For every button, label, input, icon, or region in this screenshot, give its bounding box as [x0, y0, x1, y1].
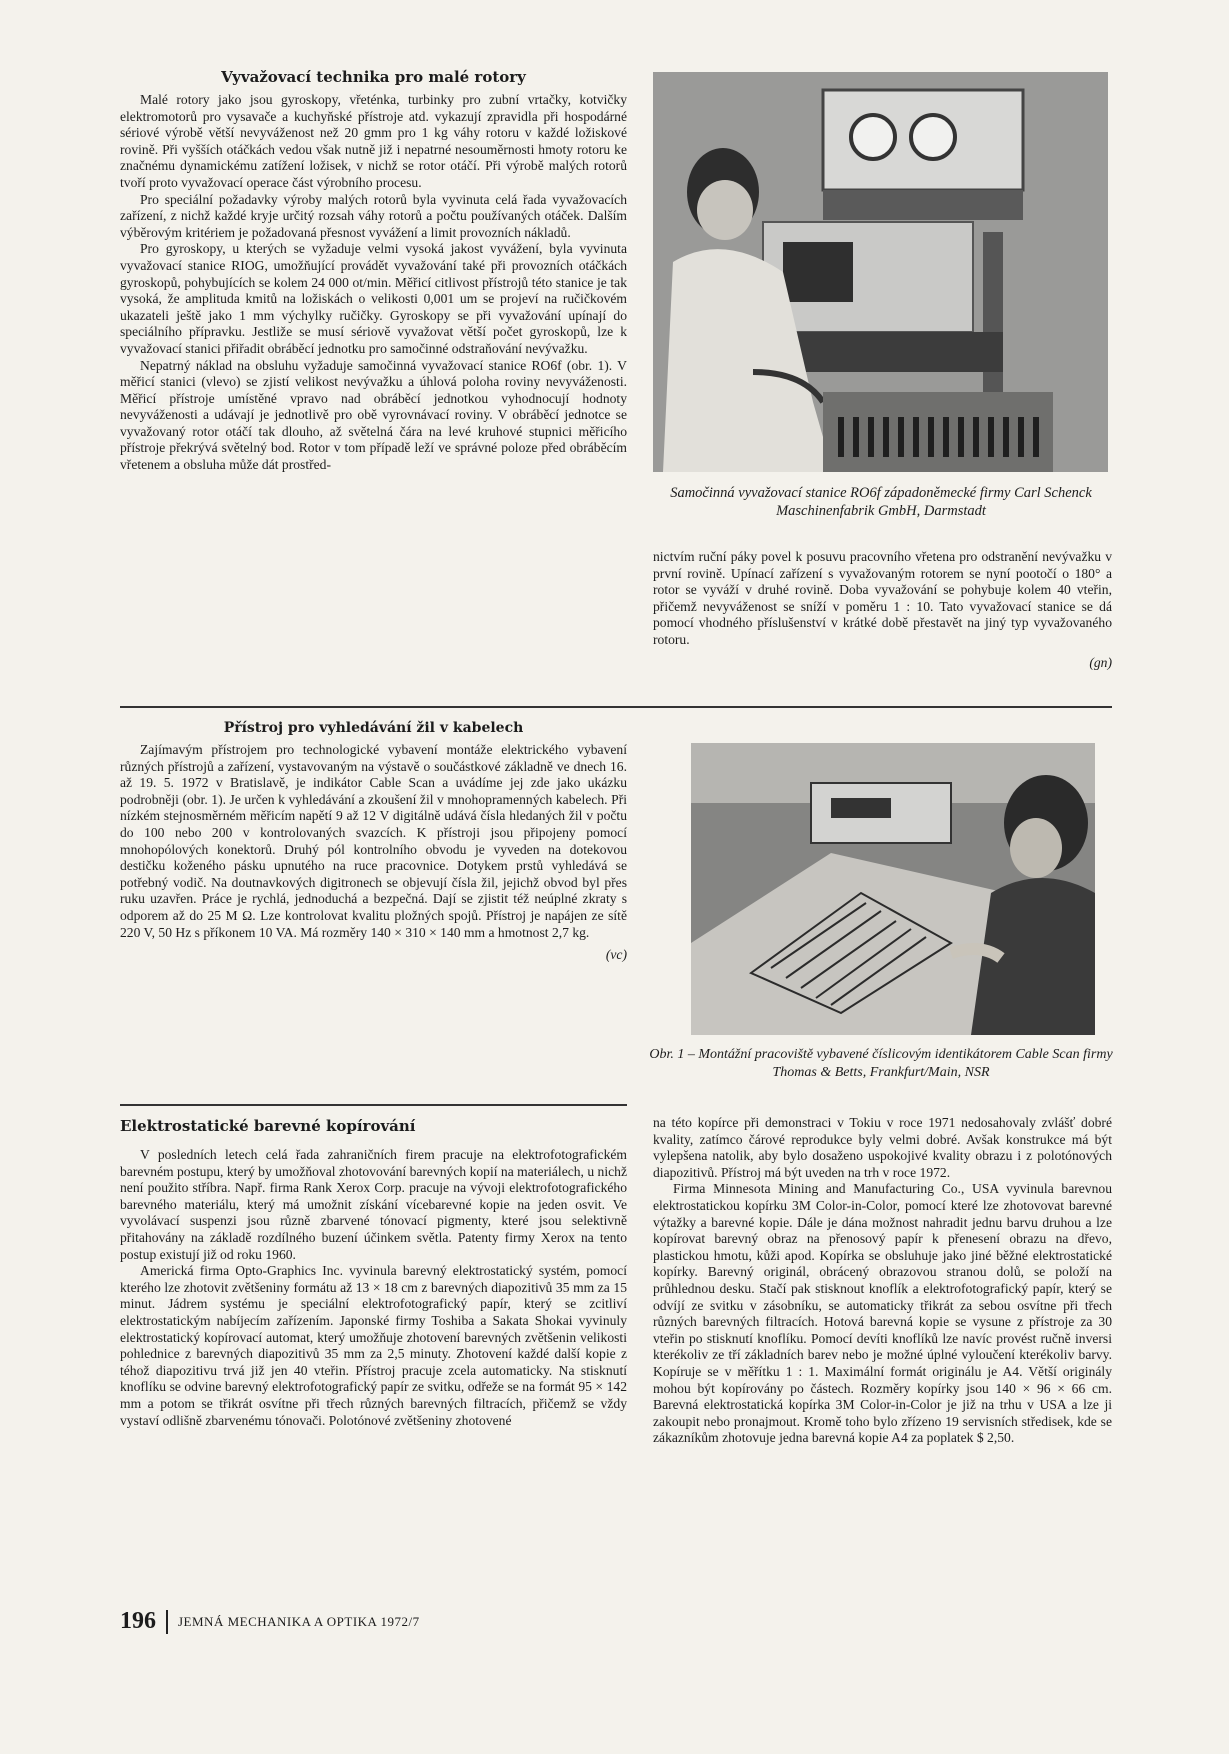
article3-paragraph: V posledních letech celá řada zahraničních firem pracuje na elektrofotografickém barevném postupu, který by umožňoval zhotovování barevných kopií na materiálech, u nichž není použito stříbra. Např. firma Rank Xerox Corp. pracuje na vývoji elektrofotografického barevného materiálu, který má umožnit získání vícebarevné kopie na jeden osvit. Ve vyvolávací suspenzi jsou různě zbarvené tónovací pigmenty, které jsou selektivně přitahovány na základě rozdílného buzení účinkem světla. Patenty firmy Xerox na tento postup existují již od roku 1960. — [120, 1147, 627, 1262]
article1-paragraph: Malé rotory jako jsou gyroskopy, vřeténka, turbinky pro zubní vrtačky, kotvičky elektromotorů pro vysavače a kuchyňské přístroje atd. vykazují zpravidla při hospodárné sériové výrobě větší nevyváženost než 20 gmm pro 1 kg váhy rotoru v každé ložiskové rovině. Při vyšších otáčkách vedou však nutně již i nepatrné nesouměrnosti hmoty rotoru ke značnému dynamickému zatížení ložisek, v nichž se rotor otáčí. Při výrobě malých rotorů tvoří proto vyvažovací operace část výrobního procesu. — [120, 92, 627, 190]
article1-continuation: nictvím ruční páky povel k posuvu pracovního vřetena pro odstranění nevývažku v první rovině. Upínací zařízení s vyvažovaným rotorem se nyní pootočí o 180° a rotor se vyváží v druhé rovině. Doba vyvažování se pohybuje kolem 40 vteřin, přičemž nevyváženost se sníží v poměru 1 : 10. Tato vyvažovací stanice se dá pomocí vhodného příslušenství v krátké době přestavět na jiný typ vyvažovaného rotoru. — [653, 549, 1112, 647]
article1-paragraph: Pro gyroskopy, u kterých se vyžaduje velmi vysoká jakost vyvážení, byla vyvinuta vyvažovací stanice RIOG, umožňující provádět vyvažování také při provozních otáčkách gyroskopů, pohybujících se kolem 24 000 ot/min. Měřicí citlivost přístrojů této stanice je tak vysoká, že amplituda kmitů na ložiskách o velikosti 0,001 um se projeví na ručičkovém ukazateli ještě jako 1 mm výchylky ručičky. Gyroskopy se při vyvažování upínají do speciálního přípravku. Jestliže se musí sériově vyvažovat větší počet gyroskopů, lze k vyvažovací stanici přiřadit obráběcí jednotku pro samočinné odstraňování nevývažku. — [120, 241, 627, 356]
photo2-caption: Obr. 1 – Montážní pracoviště vybavené číslicovým identikátorem Cable Scan firmy Thomas & Betts, Frankfurt/Main, NSR — [649, 1047, 1113, 1080]
article1-caption-block — [640, 484, 1122, 520]
article3-title: Elektrostatické barevné kopírování — [120, 1117, 416, 1135]
article3-paragraph: Americká firma Opto-Graphics Inc. vyvinula barevný elektrostatický systém, pomocí kterého lze zhotovit zvětšeniny formátu až 13 × 18 cm z barevných diapozitivů 35 mm za 15 minut. Jádrem systému je speciální elektrofotografický papír, který se zcitliví elektrostatickým nabíjecím zařízením. Japonské firmy Toshiba a Sakata Shokai vyvinuly elektrostatický kopírovací automat, který umožňuje zhotovení barevných zvětšenin velikosti pohlednice z barevných diapozitivů 35 mm za 2,5 minuty. Zhotovení každé další kopie z téhož diapozitivu trvá již jen 40 vteřin. Přístroj pracuje zcela automaticky. Na stisknutí knoflíku se odvine barevný elektrofotografický papír ze svitku, odřeže se na formát 95 × 142 mm a potom se třikrát osvítne při třech různých barevných filtracích, přičemž se vždy vystaví odlišně zbarvenému tónovači. Polotónové zvětšeniny zhotovené — [120, 1263, 627, 1428]
article2-paragraph: Zajímavým přístrojem pro technologické vybavení montáže elektrického vybavení různých přístrojů a zařízení, vystavovaným na výstavě o součástkové základně ve dnech 16. až 19. 5. 1972 v Bratislavě, je indikátor Cable Scan a uvádíme jej zde jako ukázku podrobněji (obr. 1). Je určen k vyhledávání a zkoušení žil v mnohopramenných kabelech. Při nízkém stejnosměrném měřicím napětí 9 až 12 V digitálně udává čísla hledaných žil v počtu do 100 nebo 200 v kontrolovaných svazcích. K přístroji jsou připojeny pomocí mnohopólových konektorů. Druhý pól kontrolního obvodu je vyveden na dotekovou destičku koženého pásku upnutého na ruce pracovnice. Dotykem prstů vyhledává se potřebný vodič. Na doutnavkových digitronech se objevují čísla žil, jejichž obvod byl přes ruku uzavřen. Práce je rychlá, jednoduchá a bezpečná. Dají se zjistit též neúplné zkraty s odporem až do 25 M Ω. Lze kontrolovat kvalitu pložných spojů. Přístroj je napájen ze sítě 220 V, 50 Hz s příkonem 10 VA. Má rozměry 140 × 310 × 140 mm a hmotnost 2,7 kg. — [120, 742, 627, 940]
section-divider — [120, 1104, 627, 1106]
section-divider — [120, 706, 1112, 708]
article2-column — [120, 720, 627, 963]
article1-left-column — [120, 68, 627, 474]
journal-name: JEMNÁ MECHANIKA A OPTIKA 1972/7 — [178, 1613, 420, 1629]
article1-right-column — [653, 549, 1112, 671]
cable-scan-workstation-photo — [691, 743, 1095, 1035]
balancing-station-illustration — [653, 72, 1108, 472]
article1-paragraph: Nepatrný náklad na obsluhu vyžaduje samočinná vyvažovací stanice RO6f (obr. 1). V měřicí stanici (vlevo) se zjistí velikost nevývažku a úhlová poloha roviny nevyváženosti. Měřicí přístroje umístěné vpravo nad obráběcí jednotkou vyhodnocují hodnoty nevyváženosti a udávají je jednotlivě pro obě vyrovnávací roviny. V obráběcí jednotce se vyvažovaný rotor otáčí tak dlouho, až světelná čára na levé kruhové stupnici měřicího přístroje překrývá světelný bod. Rotor v tom případě leží ve správné poloze před obráběcím vřetenem a obsluha může dát prostřed- — [120, 357, 627, 473]
article2-title: Přístroj pro vyhledávání žil v kabelech — [223, 720, 524, 736]
article1-title: Vyvažovací technika pro malé rotory — [221, 68, 526, 86]
article2-signature: (vc) — [605, 947, 627, 963]
article3-left-column — [120, 1117, 627, 1429]
article2-caption-block — [640, 1046, 1122, 1082]
footer-separator — [166, 1610, 168, 1634]
article3-paragraph: Firma Minnesota Mining and Manufacturing Co., USA vyvinula barevnou elektrostatickou kopírku 3M Color-in-Color, pomocí které lze zhotovovat barevné výtažky a barevné kopie. Dále je dána možnost nahradit jednu barvu druhou a lze kopírovat barevný obraz na přenosový papír k přenesení obrazu na dřevo, plastickou hmotu, kůži apod. Kopírka se obsluhuje jako jiné běžné elektrostatické kopírky. Barevný originál, obrácený obrazovou stranou dolů, se položí na průhlednou desku. Stačí pak stisknout knoflík a elektrofotografický papír, který se odvíjí ze svitku v zásobníku, se automaticky třikrát za sebou osvítne při třech různých barevných filtracích. Hotová barevná kopie se vysune z přístroje za 30 vteřin po stisknutí knoflíku. Pomocí devíti knoflíků lze navíc provést ručně inversi kterékoliv ze tří základních barev nebo je možné úplné vyloučení kterékoliv barvy. Kopíruje se v měřítku 1 : 1. Maximální formát originálu je A4. Větší originály mohou být kopírovány po částech. Rozměry kopírky jsou 140 × 96 × 66 cm. Barevná elektrostatická kopírka 3M Color-in-Color je již na trhu v USA a lze ji zakoupit nebo pronajmout. Kromě toho bylo zřízeno 19 servisních středisek, kde se zákazníkům zhotovuje jedna barevná kopie A4 za poplatek $ 2,50. — [653, 1181, 1112, 1446]
article3-paragraph: na této kopírce při demonstraci v Tokiu v roce 1971 nedosahovaly zvlášť dobré kvality, zatímco čárové reprodukce byly velmi dobré. Avšak konstrukce má být vylepšena natolik, aby bylo dosaženo uspokojivé kvality obrazu i z polotónových diapozitivů. Přístroj má být uveden na trh v roce 1972. — [653, 1115, 1112, 1180]
article3-right-column — [653, 1115, 1112, 1447]
page-number: 196 — [120, 1608, 156, 1634]
photo1-caption: Samočinná vyvažovací stanice RO6f západoněmecké firmy Carl Schenck Maschinenfabrik GmbH, Darmstadt — [670, 485, 1092, 519]
article1-signature: (gn) — [1089, 654, 1112, 670]
balancing-station-photo — [653, 72, 1108, 472]
article1-paragraph: Pro speciální požadavky výroby malých rotorů byla vyvinuta celá řada vyvažovacích zařízení, z nichž každé kryje určitý rozsah váhy rotorů a počtu používaných otáček. Dalším výběrovým kritériem je požadovaná přesnost vyvážení a limit provozních nákladů. — [120, 191, 627, 240]
page-footer — [120, 1608, 420, 1635]
cable-scan-illustration — [691, 743, 1095, 1035]
